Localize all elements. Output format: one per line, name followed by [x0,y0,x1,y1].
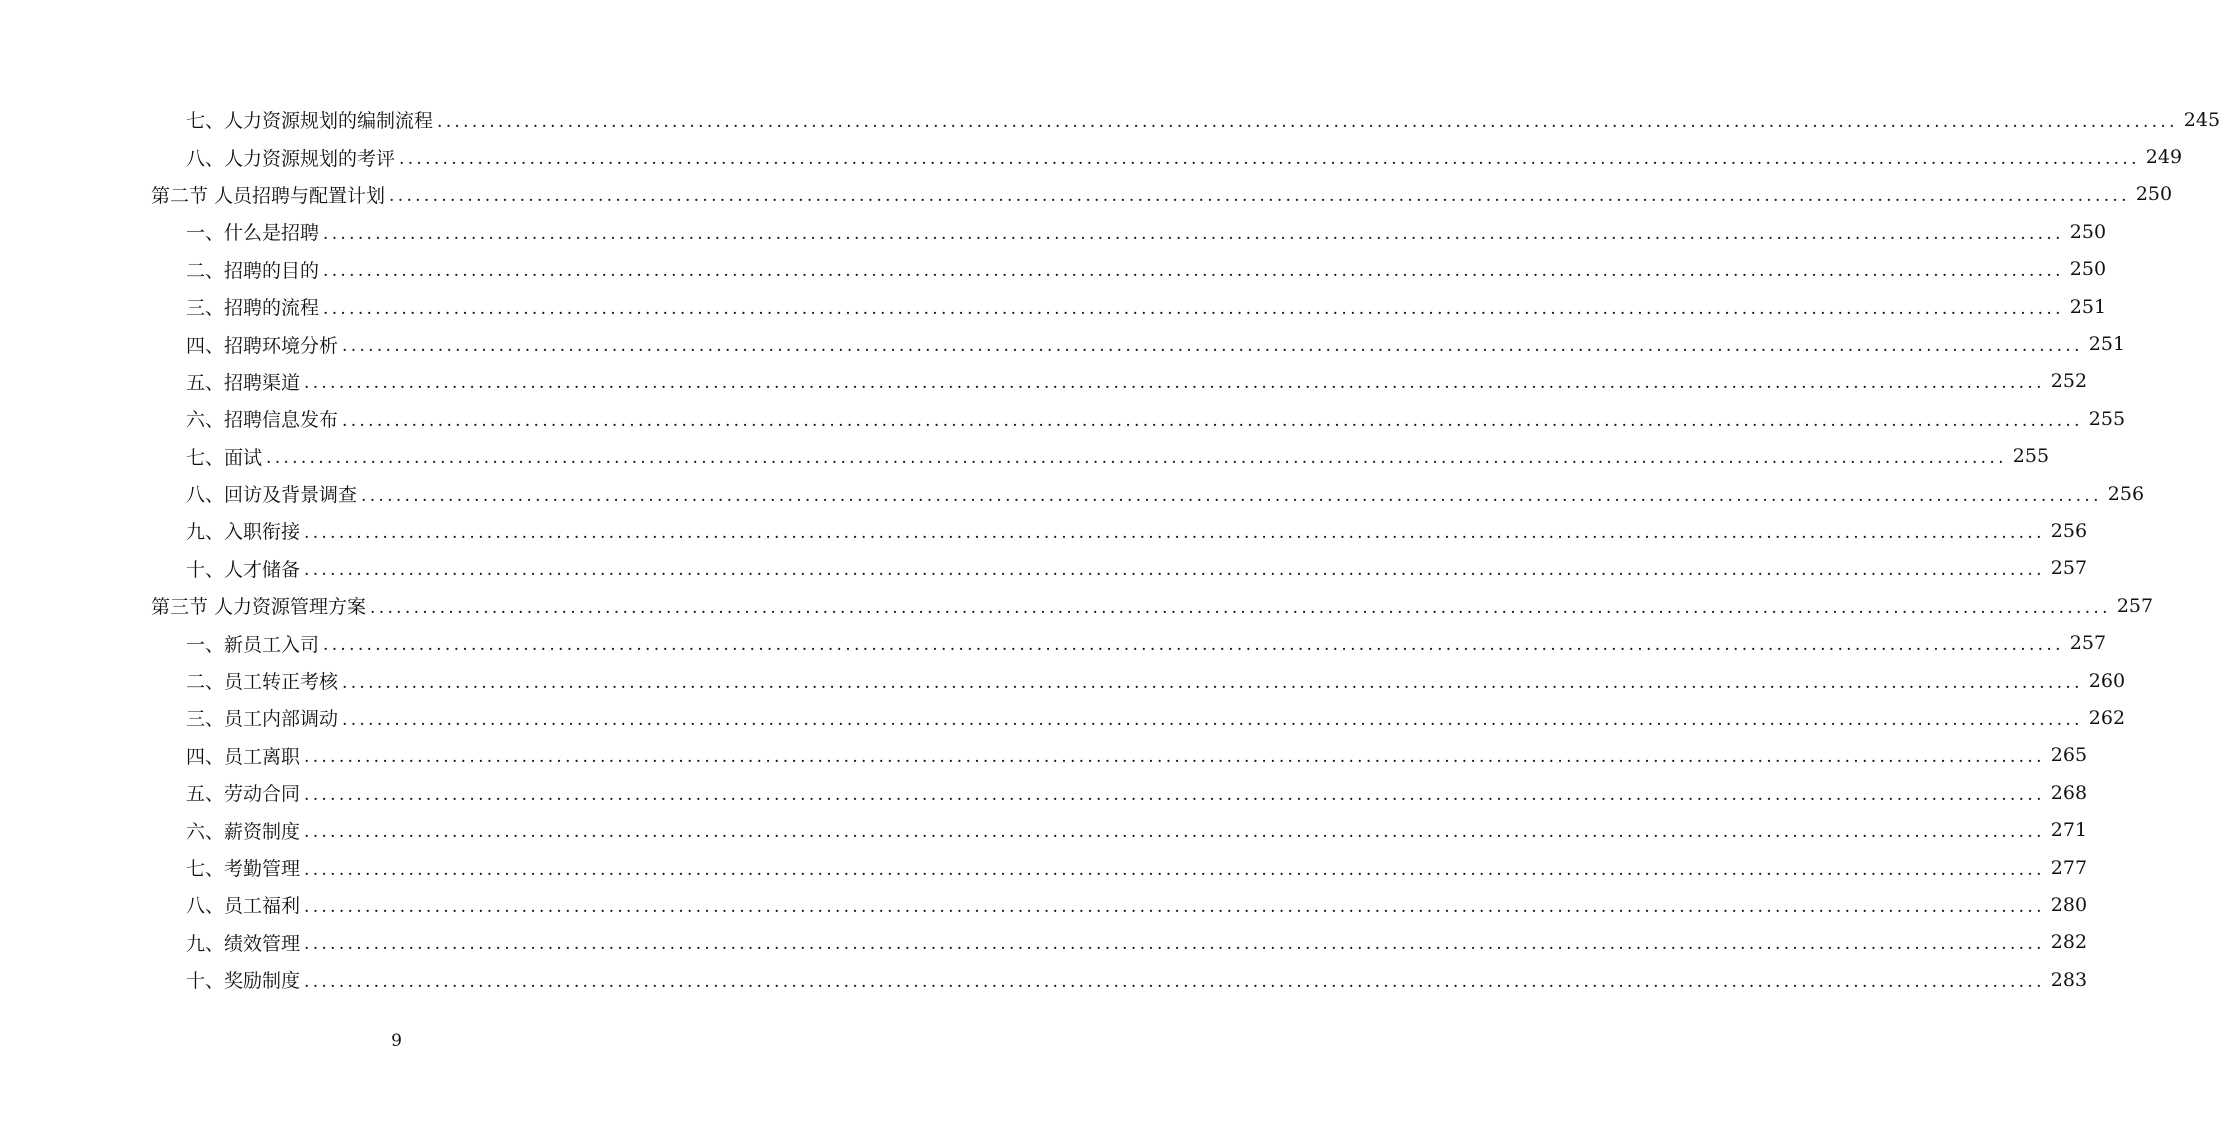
dot-leader: ........................................................................................................................................................................................................ [304,522,2045,543]
toc-entry-page-number: 257 [2069,632,2107,655]
toc-entry[interactable] [0,138,2183,175]
toc-entry-page-number: 265 [2050,744,2088,767]
toc-entry-line [186,138,2183,175]
toc-entry-title: 一、什么是招聘 [186,222,320,245]
toc-entry-title: 七、人力资源规划的编制流程 [186,110,434,133]
toc-entry[interactable] [0,886,2088,923]
dot-leader: ........................................................................................................................................................................................................ [323,635,2064,656]
toc-entry[interactable] [0,774,2088,811]
toc-entry-page-number: 257 [2116,594,2154,617]
toc-entry-page-number: 250 [2069,258,2107,281]
toc-entry-page-number: 262 [2088,706,2126,729]
toc-entry-line [186,886,2088,923]
dot-leader: ........................................................................................................................................................................................................ [342,709,2083,730]
toc-entry-line [186,438,2050,475]
toc-entry-title: 三、员工内部调动 [186,708,339,731]
toc-entry[interactable] [0,475,2145,512]
toc-entry[interactable] [0,737,2088,774]
toc-entry-line [186,363,2088,400]
toc-entry-page-number: 249 [2145,146,2183,169]
dot-leader: ........................................................................................................................................................................................................ [370,597,2111,618]
dot-leader: ........................................................................................................................................................................................................ [304,560,2045,581]
toc-entry-page-number: 245 [2183,108,2220,131]
toc-entry-title: 一、新员工入司 [186,633,320,656]
toc-entry-title: 四、员工离职 [186,745,301,768]
toc-entry[interactable] [0,101,2220,138]
toc-entry-line [186,737,2088,774]
dot-leader: ........................................................................................................................................................................................................ [266,448,2007,469]
toc-entry-title: 十、人才储备 [186,558,301,581]
dot-leader: ........................................................................................................................................................................................................ [304,971,2045,992]
toc-entry-title: 五、劳动合同 [186,783,301,806]
toc-entry-line [186,101,2220,138]
toc-entry-title: 二、招聘的目的 [186,259,320,282]
toc-entry-line [186,512,2088,549]
toc-entry-page-number: 268 [2050,781,2088,804]
toc-entry[interactable] [0,400,2126,437]
dot-leader: ........................................................................................................................................................................................................ [304,373,2045,394]
toc-entry-title: 七、考勤管理 [186,858,301,880]
toc-entry-page-number: 282 [2050,931,2088,954]
dot-leader: ........................................................................................................................................................................................................ [342,410,2083,431]
dot-leader: ........................................................................................................................................................................................................ [323,223,2064,244]
toc-entry-line [186,924,2088,961]
toc-entry-page-number: 250 [2069,220,2107,243]
toc-entry-title: 二、员工转正考核 [186,671,339,694]
toc-entry-line [186,961,2088,998]
toc-entry-title: 第二节 人员招聘与配置计划 [151,184,386,207]
toc-entry[interactable] [0,325,2126,362]
page-number: 9 [391,1031,402,1051]
toc-entry-page-number: 260 [2088,669,2126,692]
dot-leader: ........................................................................................................................................................................................................ [304,747,2045,768]
toc-entry-line [151,176,2173,213]
toc-entry-line [186,288,2107,325]
dot-leader: ........................................................................................................................................................................................................ [323,261,2064,282]
toc-entry-title: 八、回访及背景调查 [186,484,358,507]
dot-leader: ........................................................................................................................................................................................................ [342,336,2083,357]
toc-entry-page-number: 257 [2050,557,2088,580]
dot-leader: ........................................................................................................................................................................................................ [389,186,2130,207]
toc-entry-title: 五、招聘渠道 [186,371,301,394]
toc-entry-title: 六、招聘信息发布 [186,409,339,432]
toc-entry-page-number: 251 [2088,333,2126,356]
toc-entry-line [186,325,2126,362]
toc-entry-title: 九、绩效管理 [186,932,301,955]
dot-leader: ........................................................................................................................................................................................................ [361,485,2102,506]
toc-entry-line [186,624,2107,661]
toc-entry-title: 七、面试 [186,446,263,469]
toc-entry-line [186,550,2088,587]
toc-entry-line [186,475,2145,512]
toc-entry-title: 三、招聘的流程 [186,297,320,320]
toc-entry-page-number: 255 [2012,445,2050,468]
toc-entry-line [186,774,2088,811]
toc-entry-line [186,213,2107,250]
toc-entry-line [186,849,2088,886]
toc-entry-title: 八、员工福利 [186,895,301,918]
dot-leader: ........................................................................................................................................................................................................ [304,784,2045,805]
table-of-contents [0,101,2220,998]
toc-entry-page-number: 250 [2135,183,2173,206]
toc-entry-page-number: 280 [2050,893,2088,916]
toc-entry-title: 六、薪资制度 [186,820,301,843]
toc-entry[interactable] [0,288,2107,325]
toc-entry-page-number: 283 [2050,968,2088,991]
toc-entry-page-number: 271 [2050,819,2088,842]
toc-entry-title: 八、人力资源规划的考评 [186,147,396,170]
toc-entry-page-number: 277 [2050,856,2088,879]
toc-entry-page-number: 255 [2088,407,2126,430]
toc-entry-page-number: 251 [2069,295,2107,318]
toc-entry[interactable] [0,849,2088,886]
toc-entry[interactable] [0,624,2107,661]
toc-entry-page-number: 256 [2050,519,2088,542]
toc-entry-title: 四、招聘环境分析 [186,334,339,357]
dot-leader: ........................................................................................................................................................................................................ [304,896,2045,917]
toc-entry-page-number: 256 [2107,482,2145,505]
toc-entry-title: 九、入职衔接 [186,521,301,544]
toc-entry[interactable] [0,213,2107,250]
toc-entry-line [186,251,2107,288]
toc-entry[interactable] [0,550,2088,587]
toc-entry-title: 十、奖励制度 [186,970,301,993]
toc-entry[interactable] [0,438,2050,475]
toc-section-entry[interactable] [0,587,2154,624]
toc-entry[interactable] [0,251,2107,288]
toc-entry-line [186,400,2126,437]
toc-entry[interactable] [0,512,2088,549]
toc-entry-line [186,811,2088,848]
toc-section-entry[interactable] [0,176,2173,213]
toc-entry-line [186,662,2126,699]
dot-leader: ........................................................................................................................................................................................................ [304,859,2045,880]
toc-entry-line [186,699,2126,736]
toc-entry[interactable] [0,924,2088,961]
dot-leader: ........................................................................................................................................................................................................ [323,298,2064,319]
dot-leader: ........................................................................................................................................................................................................ [437,111,2178,132]
dot-leader: ........................................................................................................................................................................................................ [399,149,2140,170]
toc-entry[interactable] [0,699,2126,736]
toc-entry-line [151,587,2154,624]
dot-leader: ........................................................................................................................................................................................................ [342,672,2083,693]
dot-leader: ........................................................................................................................................................................................................ [304,934,2045,955]
toc-entry[interactable] [0,363,2088,400]
toc-entry[interactable] [0,961,2088,998]
toc-entry-title: 第三节 人力资源管理方案 [151,596,367,619]
toc-entry[interactable] [0,811,2088,848]
toc-entry-page-number: 252 [2050,370,2088,393]
dot-leader: ........................................................................................................................................................................................................ [304,822,2045,843]
toc-entry[interactable] [0,662,2126,699]
